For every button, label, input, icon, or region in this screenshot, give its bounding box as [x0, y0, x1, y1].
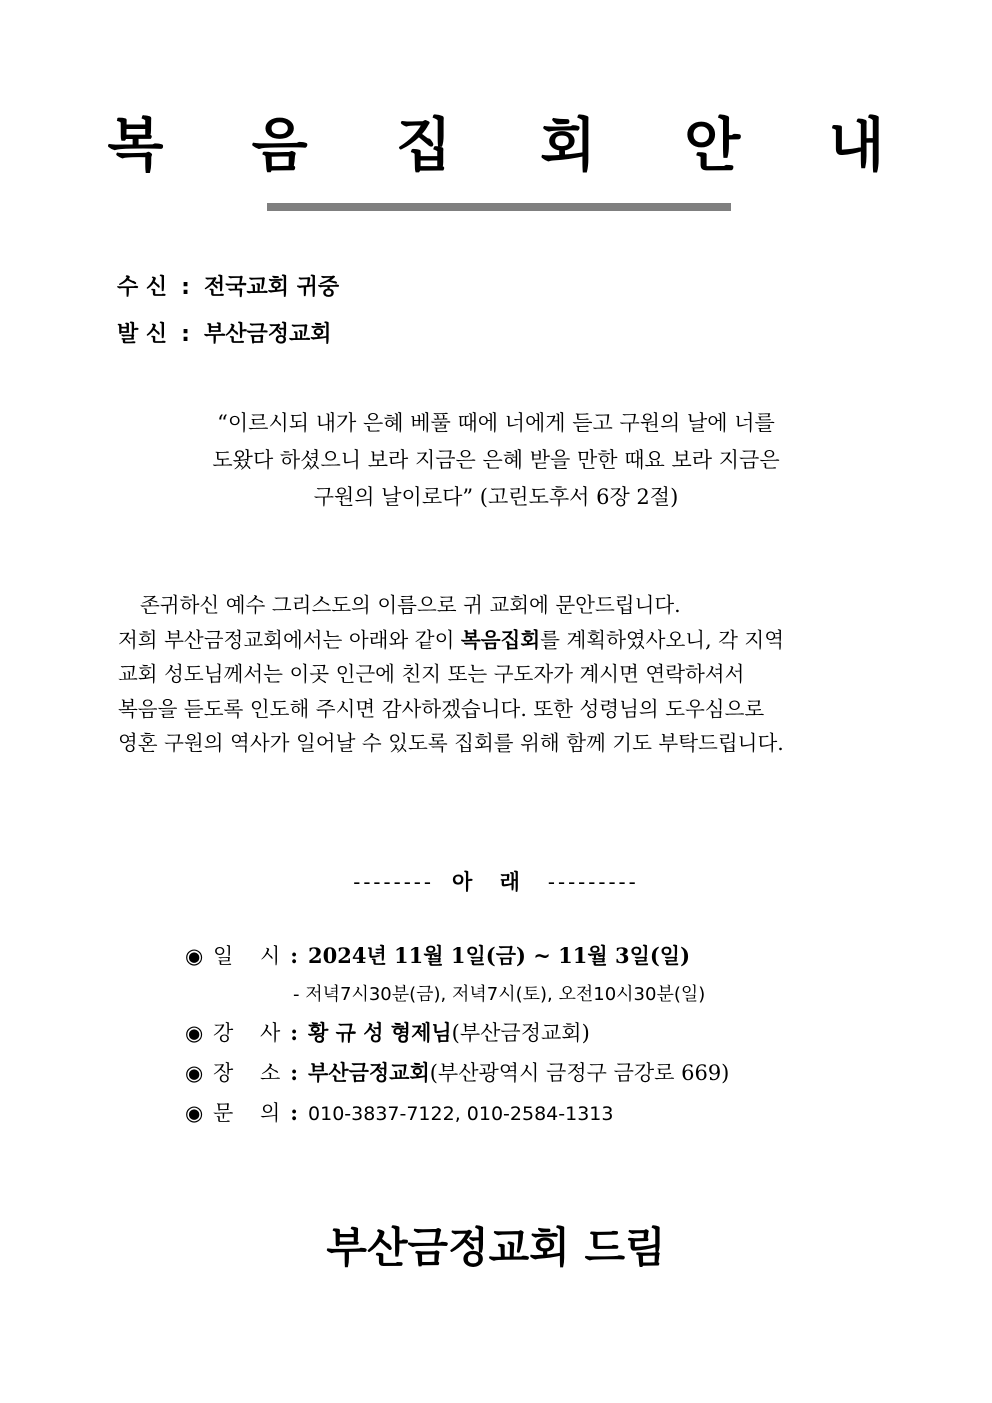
verse-line: 구원의 날이로다” (고린도후서 6장 2절): [313, 485, 679, 509]
detail-speaker: [185, 1015, 590, 1051]
body-emphasis: 복음집회: [460, 627, 541, 652]
signature: 부산금정교회 드림: [326, 1223, 666, 1272]
detail-colon: :: [290, 1100, 299, 1125]
speaker-affiliation: (부산금정교회): [451, 1021, 590, 1045]
detail-contact: [185, 1095, 613, 1132]
detail-datetime-schedule: - 저녁7시30분(금), 저녁7시(토), 오전10시30분(일): [293, 984, 706, 1005]
title-underline: [267, 203, 731, 211]
header-word: 아 래: [452, 869, 530, 894]
sender-label: 발 신: [117, 322, 168, 347]
page-title: 복 음 집 회 안 내: [107, 111, 919, 179]
header-dashes-right: ---------: [547, 870, 639, 894]
scripture-quote: [100, 405, 892, 516]
contact-phone-numbers: 010-3837-7122, 010-2584-1313: [308, 1103, 614, 1125]
detail-label: 장 소: [213, 1061, 291, 1085]
body-text: 저희 부산금정교회에서는 아래와 같이: [118, 627, 461, 652]
body-line: [118, 623, 888, 658]
recipient-value: 전국교회 귀중: [203, 275, 340, 300]
bullet-icon: ◉: [185, 1061, 204, 1085]
bullet-icon: ◉: [185, 1021, 204, 1045]
greeting-paragraph: [118, 588, 888, 761]
detail-label: 강 사: [213, 1021, 291, 1045]
detail-colon: :: [290, 943, 299, 968]
bullet-icon: ◉: [185, 1101, 204, 1125]
details-section-header: [0, 864, 992, 900]
recipient-label: 수 신: [117, 275, 168, 300]
body-line: 복음을 듣도록 인도해 주시면 감사하겠습니다. 또한 성령님의 도우심으로: [118, 696, 765, 721]
sender-line: [117, 320, 332, 350]
detail-label: 문 의: [213, 1101, 291, 1125]
bullet-icon: ◉: [185, 944, 204, 968]
detail-datetime: [185, 938, 690, 974]
detail-value: 2024년 11월 1일(금) ~ 11월 3일(일): [308, 943, 691, 968]
detail-venue: [185, 1055, 729, 1091]
detail-colon: :: [290, 1020, 299, 1045]
sender-colon: :: [181, 322, 190, 347]
verse-line: “이르시되 내가 은혜 베풀 때에 너에게 듣고 구원의 날에 너를: [217, 411, 775, 435]
sender-value: 부산금정교회: [203, 322, 332, 347]
body-line: 교회 성도님께서는 이곳 인근에 친지 또는 구도자가 계시면 연락하셔서: [118, 662, 745, 686]
speaker-name: 황 규 성 형제님: [308, 1020, 452, 1045]
detail-label: 일 시: [213, 944, 291, 968]
verse-line: 도왔다 하셨으니 보라 지금은 은혜 받을 만한 때요 보라 지금은: [212, 448, 780, 472]
body-line: 존귀하신 예수 그리스도의 이름으로 귀 교회에 문안드립니다.: [140, 593, 681, 617]
body-line: 영혼 구원의 역사가 일어날 수 있도록 집회를 위해 함께 기도 부탁드립니다.: [118, 731, 784, 755]
recipient-colon: :: [181, 275, 190, 300]
venue-address: (부산광역시 금정구 금강로 669): [429, 1061, 730, 1085]
body-text: 를 계획하였사오니, 각 지역: [540, 627, 785, 652]
venue-name: 부산금정교회: [308, 1060, 430, 1085]
detail-colon: :: [290, 1060, 299, 1085]
recipient-line: [117, 273, 339, 303]
header-dashes-left: --------: [353, 870, 434, 894]
